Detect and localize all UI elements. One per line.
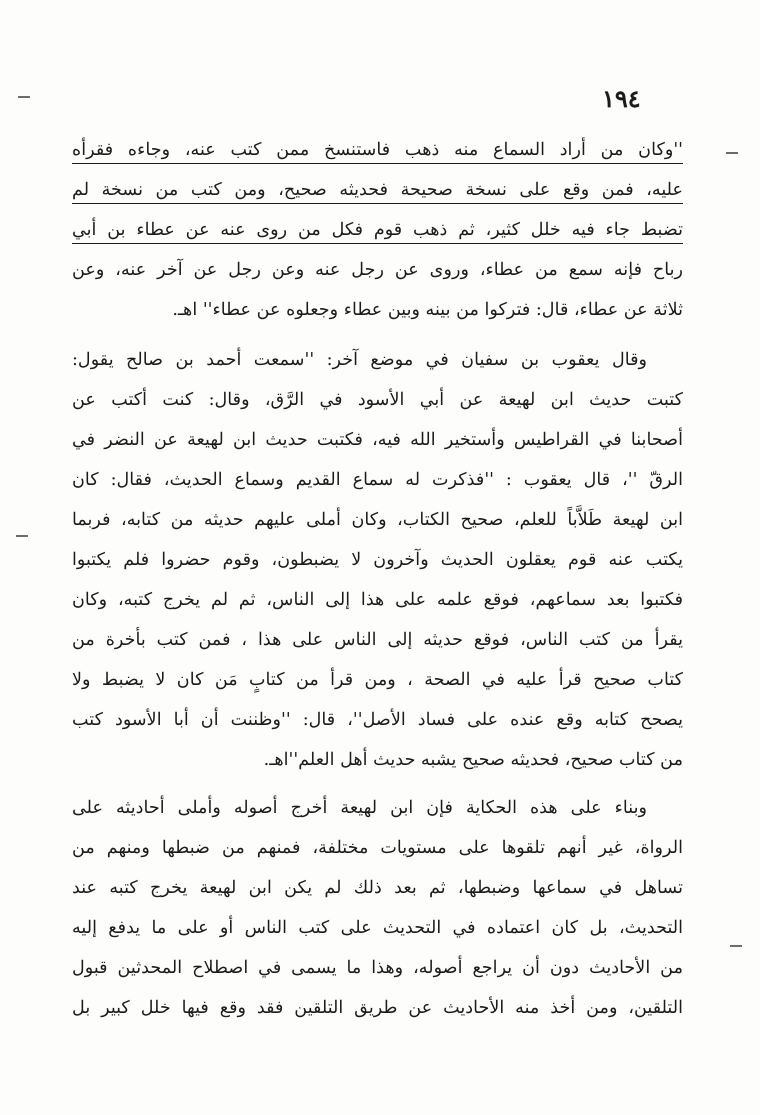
text-line: من الأحاديث دون أن يراجع أصوله، وهذا ما يسمى في اصطلاح المحدثين قبول: [72, 958, 683, 978]
text-line: ثلاثة عن عطاء، قال: فتركوا من بينه وبين عطاء وجعلوه عن عطاء'' اهـ.: [172, 300, 683, 320]
right-margin-mark-bottom: [730, 945, 742, 947]
analysis-paragraph: [72, 788, 683, 1028]
text-line: من كتاب صحيح، فحديثه صحيح يشبه حديث أهل العلم''اهـ.: [263, 750, 683, 770]
quoted-paragraph: [72, 130, 683, 330]
right-margin-mark-top: [726, 152, 738, 154]
text-line: عليه، فمن وقع على نسخة صحيحة فحديثه صحيح، ومن كتب من نسخة لم: [72, 180, 683, 200]
text-line: ابن لهيعة طَلاَّباً للعلم، صحيح الكتاب، وكان أملى عليهم حديثه من كتابه، فربما: [72, 510, 683, 530]
text-line: كتاب صحيح قرأ عليه في الصحة ، ومن قرأ من كتابٍ مَن كان لا يضبط ولا: [72, 670, 683, 690]
yaqub-quote-paragraph: [72, 340, 683, 780]
text-line: الرقّ ''، قال يعقوب : ''فذكرت له سماع القديم وسماع الحديث، فقال: كان: [72, 470, 683, 490]
text-line: التحديث، بل كان اعتماده في التحديث على كتب الناس أو على ما يدفع إليه: [72, 918, 683, 938]
text-line: تساهل في سماعها وضبطها، ثم بعد ذلك لم يكن ابن لهيعة يخرج كتبه عند: [72, 878, 683, 898]
text-line: ''وكان من أراد السماع منه ذهب فاستنسخ ممن كتب عنه، وجاءه فقرأه: [72, 140, 683, 160]
text-line: أصحابنا في القراطيس وأستخير الله فيه، فكتبت حديث ابن لهيعة عن النضر في: [72, 430, 683, 450]
body-text: [72, 130, 683, 1028]
text-line: وقال يعقوب بن سفيان في موضع آخر: ''سمعت أحمد بن صالح يقول:: [72, 350, 647, 370]
left-margin-mark-top: [18, 96, 30, 98]
text-line: فكتبوا بعد سماعهم، فوقع علمه على هذا إلى الناس، ثم لم يخرج كتبه، وكان: [72, 590, 683, 610]
text-line: يكتب عنه قوم يعقلون الحديث وآخرون لا يضبطون، وقوم حضروا فلم يكتبوا: [72, 550, 683, 570]
left-margin-mark-middle: [16, 535, 28, 537]
text-line: الرواة، غير أنهم تلقوها على مستويات مختلفة، فمنهم من ضبطها ومنهم من: [72, 838, 683, 858]
text-line: وبناء على هذه الحكاية فإن ابن لهيعة أخرج أصوله وأملى أحاديثه على: [72, 798, 647, 818]
text-line: رباح فإنه سمع من عطاء، وروى عن رجل عنه وعن رجل عن آخر عنه، وعن: [72, 260, 683, 280]
text-line: التلقين، ومن أخذ منه الأحاديث عن طريق التلقين فقد وقع فيها خلل كبير بل: [72, 998, 683, 1018]
text-line: يقرأ من كتب الناس، فوقع حديثه إلى الناس على هذا ، فمن كتب بأخرة من: [72, 630, 683, 650]
text-line: كتبت حديث ابن لهيعة عن أبي الأسود في الرَّق، وقال: كنت أكتب عن: [72, 390, 683, 410]
text-line: تضبط جاء فيه خلل كثير، ثم ذهب قوم فكل من روى عنه عن عطاء بن أبي: [72, 220, 683, 240]
text-line: يصحح كتابه وقع عنده على فساد الأصل''، قال: ''وظننت أن أبا الأسود كتب: [72, 710, 683, 730]
page-number: ١٩٤: [602, 84, 641, 113]
